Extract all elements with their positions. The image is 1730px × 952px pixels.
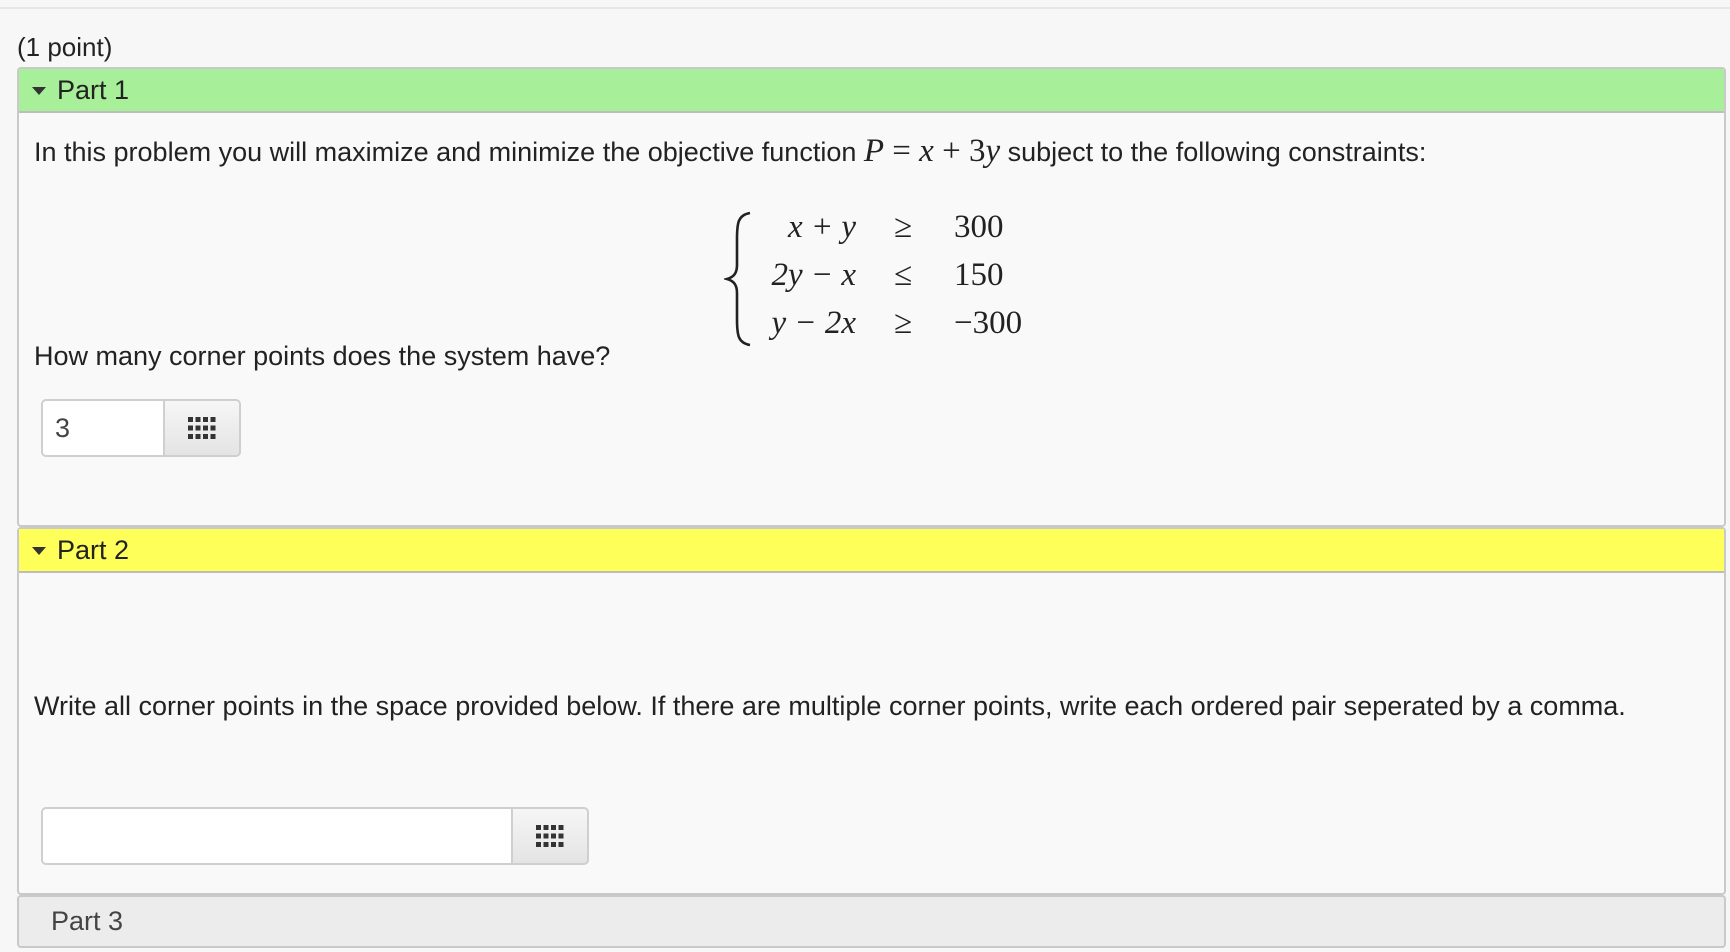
answer-group-2 [41,807,589,865]
intro-text: In this problem you will maximize and minimize the objective function [34,137,864,167]
keypad-button[interactable] [163,399,241,457]
corner-count-input[interactable] [41,399,163,457]
part-1-section [17,67,1726,527]
constraint-row-1 [724,209,1044,249]
constraint-system [724,209,1044,349]
keypad-grid-icon [188,417,216,439]
part-3-header[interactable] [19,897,1724,946]
part-2-title: Part 2 [57,534,130,565]
objective-equals: = [884,133,920,169]
constraint-lhs: 2y − x [771,257,856,293]
part-2-header[interactable] [19,529,1724,573]
keypad-grid-icon [536,825,564,847]
part-3-title: Part 3 [51,906,124,936]
part-2-section [17,527,1726,895]
constraint-rhs: 300 [954,209,1004,245]
constraint-lhs: x + y [787,209,856,245]
constraint-relation: ≥ [894,209,913,245]
caret-down-icon[interactable] [32,87,46,95]
objective-x: x [919,133,934,169]
objective-p: P [863,133,885,169]
constraint-rhs: −300 [954,305,1023,341]
objective-function [864,133,1000,169]
part-1-title: Part 1 [57,74,130,105]
instruction-text: Write all corner points in the space provided below. If there are multiple corner points, write each ordered pair seperated by a comma. [34,691,1626,721]
objective-plus: + [933,133,969,169]
problem-points: (1 point) [17,32,113,62]
question-text: How many corner points does the system have? [34,341,611,371]
objective-y: y [985,133,1001,169]
constraint-rhs: 150 [954,257,1004,293]
answer-group-1 [41,399,241,457]
problem-statement [34,133,1426,170]
constraint-lhs: y − 2x [771,305,856,341]
constraint-relation: ≥ [894,305,913,341]
top-divider [0,7,1730,9]
constraint-row-3 [724,305,1044,345]
corner-points-input[interactable] [41,807,511,865]
intro-text-end: subject to the following constraints: [1000,137,1427,167]
keypad-button[interactable] [511,807,589,865]
part-3-section [17,895,1726,948]
constraint-row-2 [724,257,1044,297]
objective-coef: 3 [968,133,986,169]
part-1-header[interactable] [19,69,1724,113]
constraint-relation: ≤ [894,257,913,293]
caret-down-icon[interactable] [32,547,46,555]
